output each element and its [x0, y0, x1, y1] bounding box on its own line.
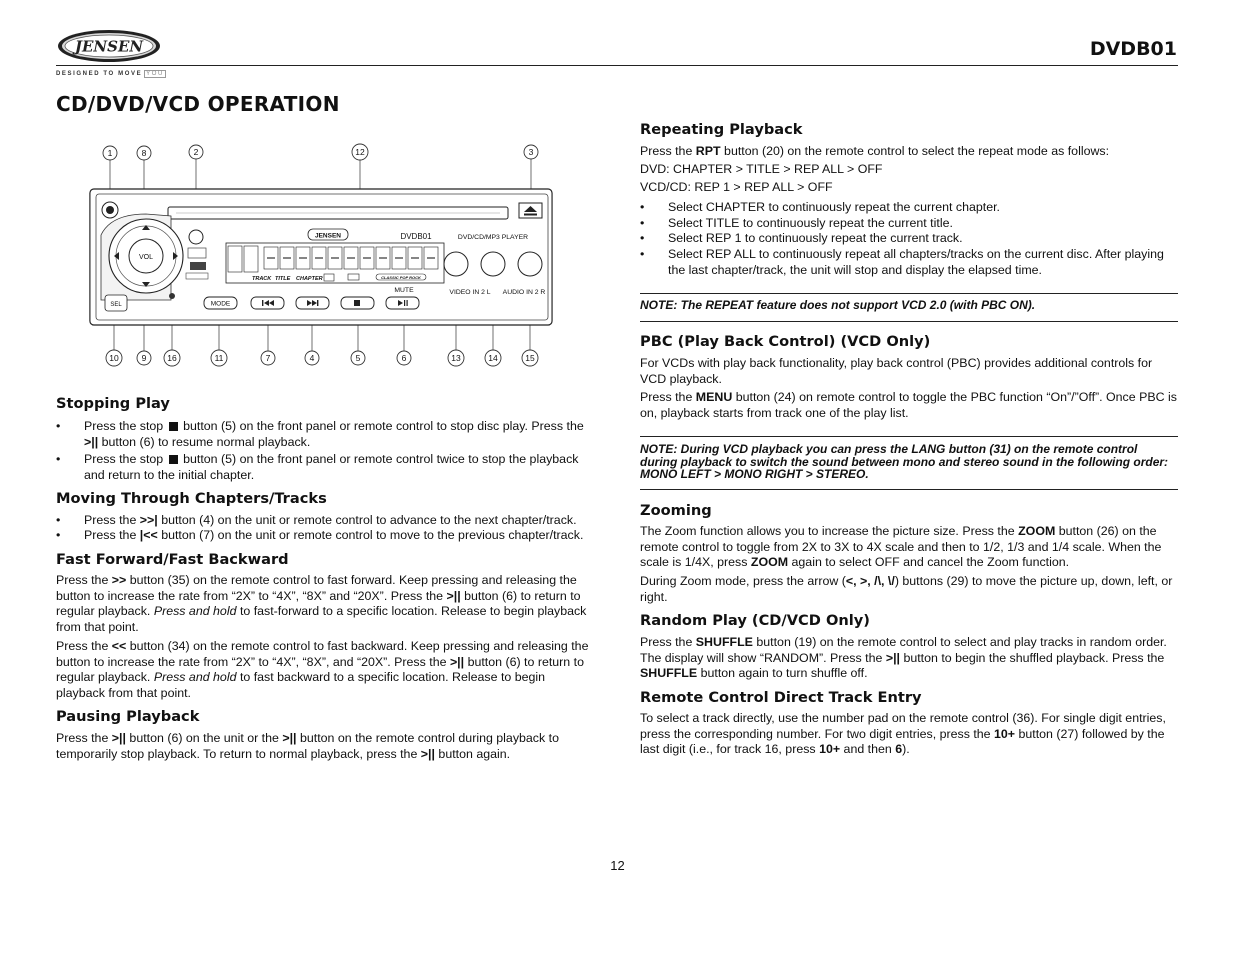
fast-backward-paragraph: Press the << button (34) on the remote control to fast backward. Keep pressing and releasing the button to increase the rate from “2X” to “4X”, “8X”, and “20X”. Press the >|| button (6) to return to regular playback. Press and hold to fast backward to a specific location. Release to begin playback from that point.: [56, 639, 589, 700]
repeat-dvd-sequence: DVD: CHAPTER > TITLE > REP ALL > OFF: [640, 162, 883, 176]
svg-text:13: 13: [451, 353, 461, 363]
svg-text:7: 7: [265, 353, 271, 363]
pbc-note: NOTE: During VCD playback you can press the LANG button (31) on the remote control during playback to switch the sound between mono and stereo sound in the following order: MONO LEFT > MONO RIGHT > STEREO.: [640, 442, 1169, 482]
svg-text:10: 10: [109, 353, 119, 363]
pbc-paragraph-1: For VCDs with play back functionality, play back control (PBC) provides additional controls for VCD playback.: [640, 356, 1153, 386]
repeat-bullet-4: • Select REP ALL to continuously repeat all chapters/tracks on the current disc. After playing the last chapter/track, the unit will stop and display the elapsed time.: [640, 247, 1180, 278]
moving-bullet-2: • Press the |<< button (7) on the unit or remote control to move to the previous chapter/track.: [56, 528, 601, 544]
svg-text:CLASSIC POP ROCK: CLASSIC POP ROCK: [381, 275, 421, 280]
svg-text:MUTE: MUTE: [394, 287, 414, 294]
random-play-paragraph: Press the SHUFFLE button (19) on the remote control to select and play tracks in random order. The display will show “RANDOM”. Press the >|| button to begin the shuffled playback. Press the SHUFFLE button again to turn shuffle off.: [640, 635, 1167, 681]
svg-text:14: 14: [488, 353, 498, 363]
svg-text:8: 8: [141, 148, 147, 158]
svg-text:VIDEO IN 2 L: VIDEO IN 2 L: [449, 289, 491, 296]
fast-forward-heading: Fast Forward/Fast Backward: [56, 551, 289, 568]
svg-text:TRACK: TRACK: [252, 276, 272, 282]
random-play-heading: Random Play (CD/VCD Only): [640, 612, 870, 629]
svg-text:3: 3: [528, 147, 534, 157]
svg-text:9: 9: [141, 353, 147, 363]
fast-forward-paragraph: Press the >> button (35) on the remote control to fast forward. Keep pressing and releasing the button to increase the rate from “2X” to “4X”, “8X” and “20X”. Press the >|| button (6) to return to regular playback. Press and hold to fast-forward to a specific location. Release to begin playback from that point.: [56, 573, 587, 634]
header-rule: [56, 65, 1178, 66]
pbc-paragraph-2: Press the MENU button (24) on remote control to toggle the PBC function “On”/”Off”. Once PBC is on, playback starts from track one of the play list.: [640, 390, 1177, 420]
zoom-paragraph-1: The Zoom function allows you to increase the picture size. Press the ZOOM button (26) on the remote control to toggle from 2X to 3X to 4X scale and then to 1/2, 1/3 and 1/4 scale. When the scale is 1/4X, press ZOOM again to select OFF and cancel the Zoom function.: [640, 524, 1162, 570]
note-rule: [640, 436, 1178, 437]
moving-chapters-heading: Moving Through Chapters/Tracks: [56, 490, 327, 507]
svg-text:JENSEN: JENSEN: [314, 232, 342, 240]
svg-text:CHAPTER: CHAPTER: [296, 276, 323, 282]
svg-text:4: 4: [309, 353, 315, 363]
jensen-logo: [56, 28, 162, 64]
repeat-bullet-1: • Select CHAPTER to continuously repeat the current chapter.: [640, 200, 1180, 216]
note-rule: [640, 321, 1178, 322]
svg-text:11: 11: [214, 353, 224, 363]
repeat-note: NOTE: The REPEAT feature does not support VCD 2.0 (with PBC ON).: [640, 298, 1036, 312]
svg-text:12: 12: [355, 147, 365, 157]
svg-text:1: 1: [107, 148, 113, 158]
svg-text:5: 5: [355, 353, 361, 363]
note-rule: [640, 293, 1178, 294]
model-name: DVDB01: [1089, 38, 1177, 60]
zoom-paragraph-2: During Zoom mode, press the arrow (<, >, /\, \/) buttons (29) to move the picture up, down, left, or right.: [640, 574, 1173, 604]
stop-icon: [169, 455, 178, 464]
repeat-bullet-3: • Select REP 1 to continuously repeat the current track.: [640, 231, 1180, 247]
pausing-heading: Pausing Playback: [56, 708, 200, 725]
svg-text:16: 16: [167, 353, 177, 363]
stopping-play-heading: Stopping Play: [56, 395, 170, 412]
stop-icon: [169, 422, 178, 431]
svg-text:SEL: SEL: [110, 302, 122, 308]
stopping-bullet-1: • Press the stop button (5) on the front panel or remote control to stop disc play. Press the >|| button (6) to resume normal playback.: [56, 419, 596, 450]
direct-track-paragraph: To select a track directly, use the number pad on the remote control (36). For single digit entries, press the corresponding number. For two digit entries, press the 10+ button (27) followed by the last digit (i.e., for track 16, press 10+ and then 6).: [640, 711, 1166, 757]
repeat-vcd-sequence: VCD/CD: REP 1 > REP ALL > OFF: [640, 180, 833, 194]
page-title: CD/DVD/VCD OPERATION: [56, 92, 340, 116]
zoom-heading: Zooming: [640, 502, 712, 519]
repeat-paragraph: Press the RPT button (20) on the remote control to select the repeat mode as follows:: [640, 144, 1110, 158]
pausing-paragraph: Press the >|| button (6) on the unit or the >|| button on the remote control during playback to temporarily stop playback. To return to normal playback, press the >|| button again.: [56, 731, 559, 761]
page-number: 12: [610, 858, 625, 873]
front-panel-diagram: [86, 140, 556, 370]
direct-track-heading: Remote Control Direct Track Entry: [640, 689, 922, 706]
brand-tagline: DESIGNED TO MOVE YOU: [56, 71, 164, 77]
stopping-bullet-2: • Press the stop button (5) on the front panel or remote control twice to stop the playback and return to the initial chapter.: [56, 452, 596, 483]
svg-text:VOL: VOL: [138, 254, 154, 261]
svg-text:JENSEN: JENSEN: [74, 37, 144, 56]
moving-bullet-1: • Press the >>| button (4) on the unit or remote control to advance to the next chapter/track.: [56, 513, 601, 529]
repeat-heading: Repeating Playback: [640, 121, 803, 138]
svg-text:TITLE: TITLE: [275, 276, 291, 282]
svg-text:MODE: MODE: [210, 300, 231, 308]
pbc-heading: PBC (Play Back Control) (VCD Only): [640, 333, 931, 350]
svg-text:6: 6: [401, 353, 407, 363]
svg-text:15: 15: [525, 353, 535, 363]
repeat-bullet-2: • Select TITLE to continuously repeat the current title.: [640, 216, 1180, 232]
svg-text:DVD/CD/MP3 PLAYER: DVD/CD/MP3 PLAYER: [457, 234, 529, 241]
svg-text:2: 2: [193, 147, 199, 157]
note-rule: [640, 489, 1178, 490]
svg-text:DVDB01: DVDB01: [400, 232, 432, 241]
svg-text:AUDIO IN 2 R: AUDIO IN 2 R: [502, 289, 546, 296]
